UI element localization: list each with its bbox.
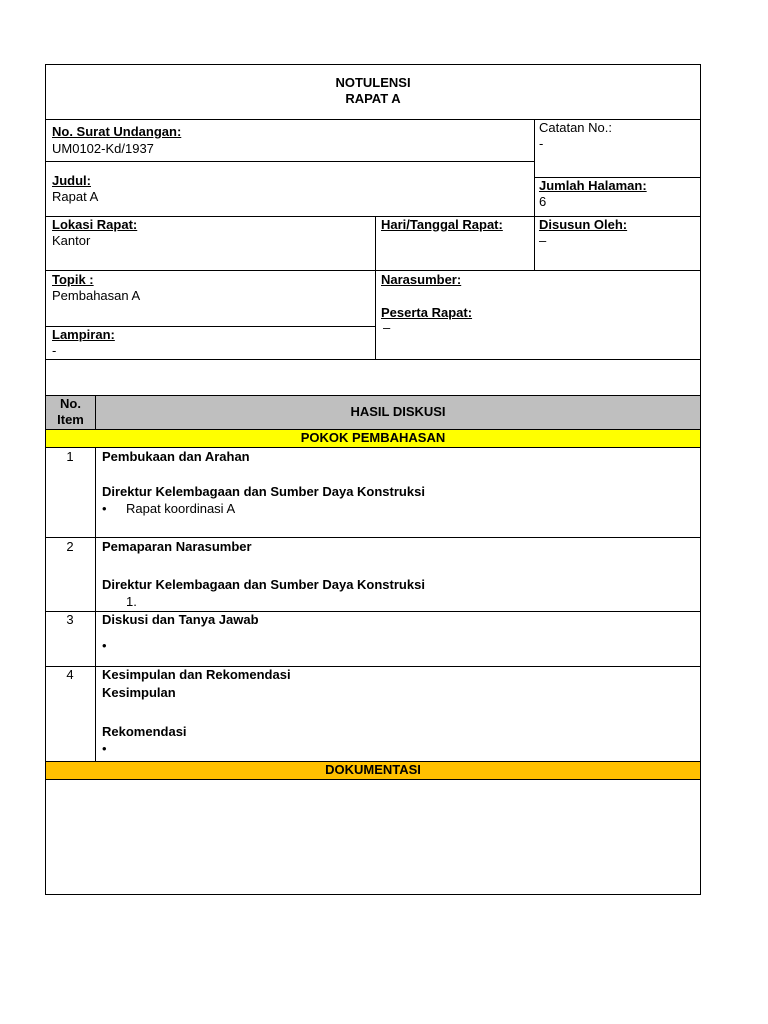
hari-tanggal-label: Hari/Tanggal Rapat:	[381, 217, 503, 232]
row-title: Kesimpulan dan Rekomendasi	[102, 667, 291, 682]
no-surat-label: No. Surat Undangan:	[52, 124, 182, 139]
catatan-label: Catatan No.:	[539, 120, 612, 135]
row-subtitle: Direktur Kelembagaan dan Sumber Daya Konstruksi	[102, 484, 425, 499]
topik-value: Pembahasan A	[52, 288, 141, 303]
bullet-icon: •	[102, 501, 107, 516]
bullet-icon: •	[102, 741, 107, 756]
notulensi-form	[45, 64, 701, 895]
row-item: Rapat koordinasi A	[126, 501, 236, 516]
divider	[45, 779, 701, 780]
row-number: 4	[66, 667, 74, 682]
divider	[45, 161, 534, 162]
row-subtitle: Kesimpulan	[102, 685, 176, 700]
row-title: Pemaparan Narasumber	[102, 539, 252, 554]
divider	[45, 359, 701, 360]
row-number: 3	[66, 612, 74, 627]
pokok-label: POKOK PEMBAHASAN	[300, 430, 446, 445]
judul-label: Judul:	[52, 173, 91, 188]
divider	[45, 447, 701, 448]
disusun-oleh-value: –	[539, 233, 547, 248]
row-title: Diskusi dan Tanya Jawab	[102, 612, 259, 627]
row-subtitle: Rekomendasi	[102, 724, 187, 739]
bullet-icon: •	[102, 638, 107, 653]
catatan-value: -	[539, 136, 544, 151]
judul-value: Rapat A	[52, 189, 99, 204]
lampiran-label: Lampiran:	[52, 327, 115, 342]
divider	[95, 447, 96, 761]
peserta-value: –	[383, 320, 391, 335]
lampiran-value: -	[52, 343, 57, 358]
divider	[95, 395, 96, 430]
no-surat-value: UM0102-Kd/1937	[52, 141, 154, 156]
row-number: 1	[66, 449, 74, 464]
divider	[45, 537, 701, 538]
divider	[45, 270, 701, 271]
row-title: Pembukaan dan Arahan	[102, 449, 250, 464]
dokumentasi-label: DOKUMENTASI	[325, 762, 421, 777]
form-title: NOTULENSI	[335, 75, 411, 90]
lokasi-label: Lokasi Rapat:	[52, 217, 138, 232]
jumlah-halaman-label: Jumlah Halaman:	[539, 178, 647, 193]
row-subtitle: Direktur Kelembagaan dan Sumber Daya Konstruksi	[102, 577, 425, 592]
lokasi-value: Kantor	[52, 233, 91, 248]
row-item: 1.	[126, 594, 137, 609]
col-no-header-line1: No.	[60, 396, 81, 411]
form-subtitle: RAPAT A	[345, 91, 401, 106]
disusun-oleh-label: Disusun Oleh:	[539, 217, 628, 232]
col-no-header-line2: Item	[57, 412, 84, 427]
divider	[375, 216, 376, 359]
narasumber-label: Narasumber:	[381, 272, 462, 287]
peserta-label: Peserta Rapat:	[381, 305, 473, 320]
jumlah-halaman-value: 6	[539, 194, 547, 209]
divider	[534, 119, 535, 271]
topik-label: Topik :	[52, 272, 94, 287]
col-hasil-header: HASIL DISKUSI	[350, 404, 446, 419]
row-number: 2	[66, 539, 74, 554]
